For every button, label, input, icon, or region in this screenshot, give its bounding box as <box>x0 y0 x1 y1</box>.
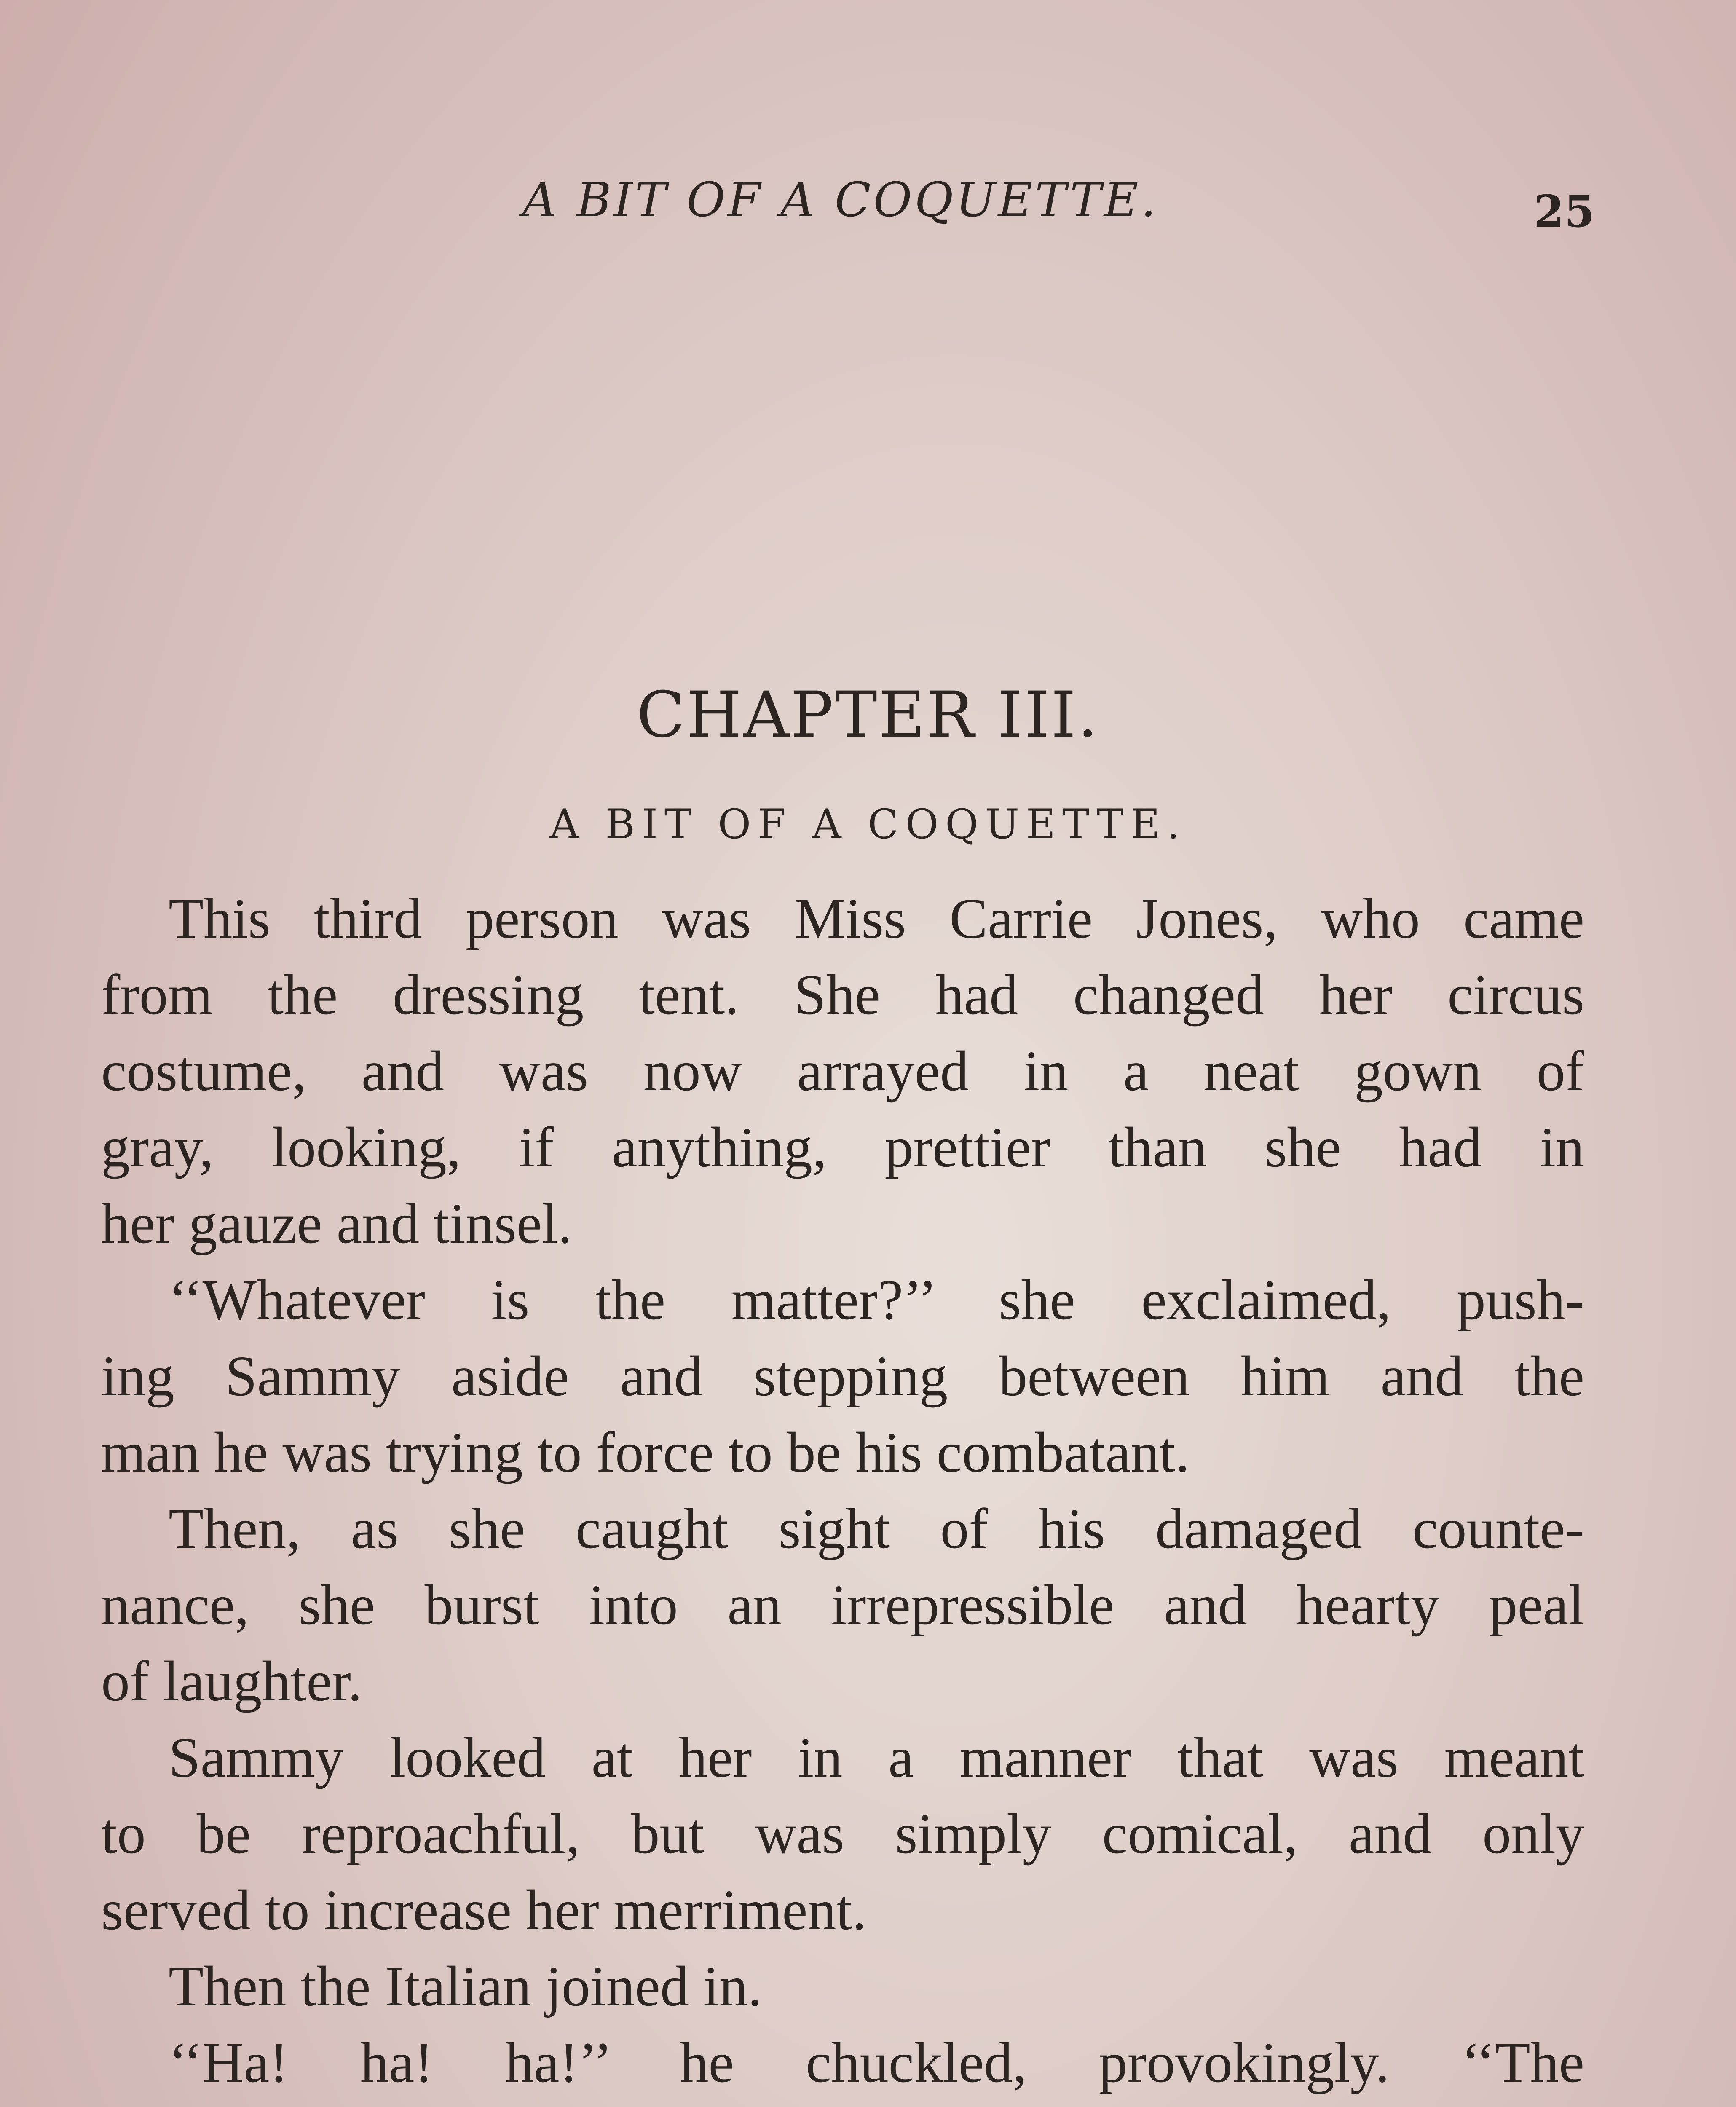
text-line: costume, and was now arrayed in a neat gown of <box>101 1040 1584 1103</box>
text-line <box>101 2101 1584 2107</box>
running-head: A BIT OF A COQUETTE. <box>522 173 1159 228</box>
chapter-title: CHAPTER III. <box>636 678 1100 752</box>
text-line: ‘‘Ha! ha! ha!’’ he chuckled, provokingly. ‘‘The <box>169 2031 1584 2094</box>
text-line: This third person was Miss Carrie Jones, who came <box>169 887 1584 950</box>
page-number: 25 <box>1534 185 1595 237</box>
text-line: ‘‘Whatever is the matter?’’ she exclaimed, push- <box>169 1268 1584 1332</box>
text-line: of laughter. <box>101 1650 362 1713</box>
text-line: man he was trying to force to be his combatant. <box>101 1421 1190 1484</box>
text-line: served to increase her merriment. <box>101 1879 867 1942</box>
text-line: Then, as she caught sight of his damaged counte- <box>169 1497 1584 1560</box>
text-line: her gauze and tinsel. <box>101 1192 572 1255</box>
text-line: ing Sammy aside and stepping between him and the <box>101 1345 1584 1408</box>
text-line: nance, she burst into an irrepressible and hearty peal <box>101 1574 1584 1637</box>
text-line: to be reproachful, but was simply comical, and only <box>101 1802 1584 1866</box>
chapter-subtitle: A BIT OF A COQUETTE. <box>549 801 1187 848</box>
text-line: Sammy looked at her in a manner that was meant <box>169 1726 1584 1789</box>
text-line: gray, looking, if anything, prettier than she had in <box>101 1116 1584 1179</box>
text-line: from the dressing tent. She had changed her circus <box>101 963 1584 1027</box>
text-line: Then the Italian joined in. <box>169 1955 762 2018</box>
body-text <box>101 881 1584 2107</box>
